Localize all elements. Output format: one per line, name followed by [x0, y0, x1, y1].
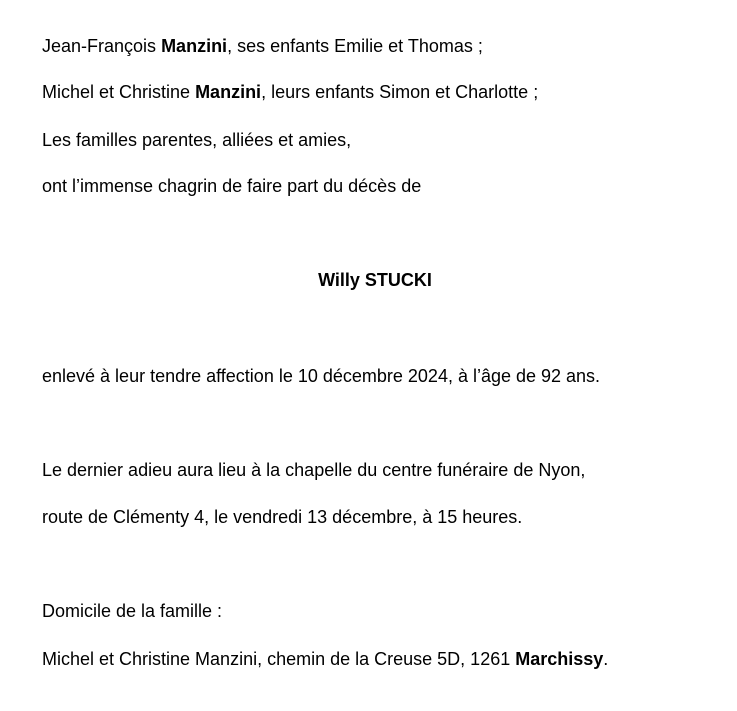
family-line-2	[42, 82, 538, 102]
family-line-3: Les familles parentes, alliées et amies,	[42, 130, 352, 150]
family-line-4: ont l’immense chagrin de faire part du décès de	[42, 176, 422, 196]
domicile-address-prefix: Michel et Christine Manzini, chemin de la Creuse 5D, 1261	[42, 649, 516, 669]
death-info: enlevé à leur tendre affection le 10 décembre 2024, à l’âge de 92 ans.	[42, 366, 601, 386]
family-line-2-suffix: , leurs enfants Simon et Charlotte ;	[261, 82, 539, 102]
domicile-address-suffix: .	[603, 649, 609, 669]
ceremony-line-2: route de Clémenty 4, le vendredi 13 décembre, à 15 heures.	[42, 507, 523, 527]
family-line-1-suffix: , ses enfants Emilie et Thomas ;	[227, 36, 483, 56]
domicile-address	[42, 649, 608, 669]
family-line-1-surname: Manzini	[161, 36, 228, 56]
family-line-1	[42, 36, 483, 56]
domicile-heading: Domicile de la famille :	[42, 601, 223, 621]
deceased-name: Willy STUCKI	[318, 270, 432, 290]
family-line-1-prefix: Jean-François	[42, 36, 162, 56]
domicile-town: Marchissy	[515, 649, 604, 669]
ceremony-line-1: Le dernier adieu aura lieu à la chapelle du centre funéraire de Nyon,	[42, 460, 586, 480]
family-line-2-surname: Manzini	[195, 82, 262, 102]
family-line-2-prefix: Michel et Christine	[42, 82, 196, 102]
